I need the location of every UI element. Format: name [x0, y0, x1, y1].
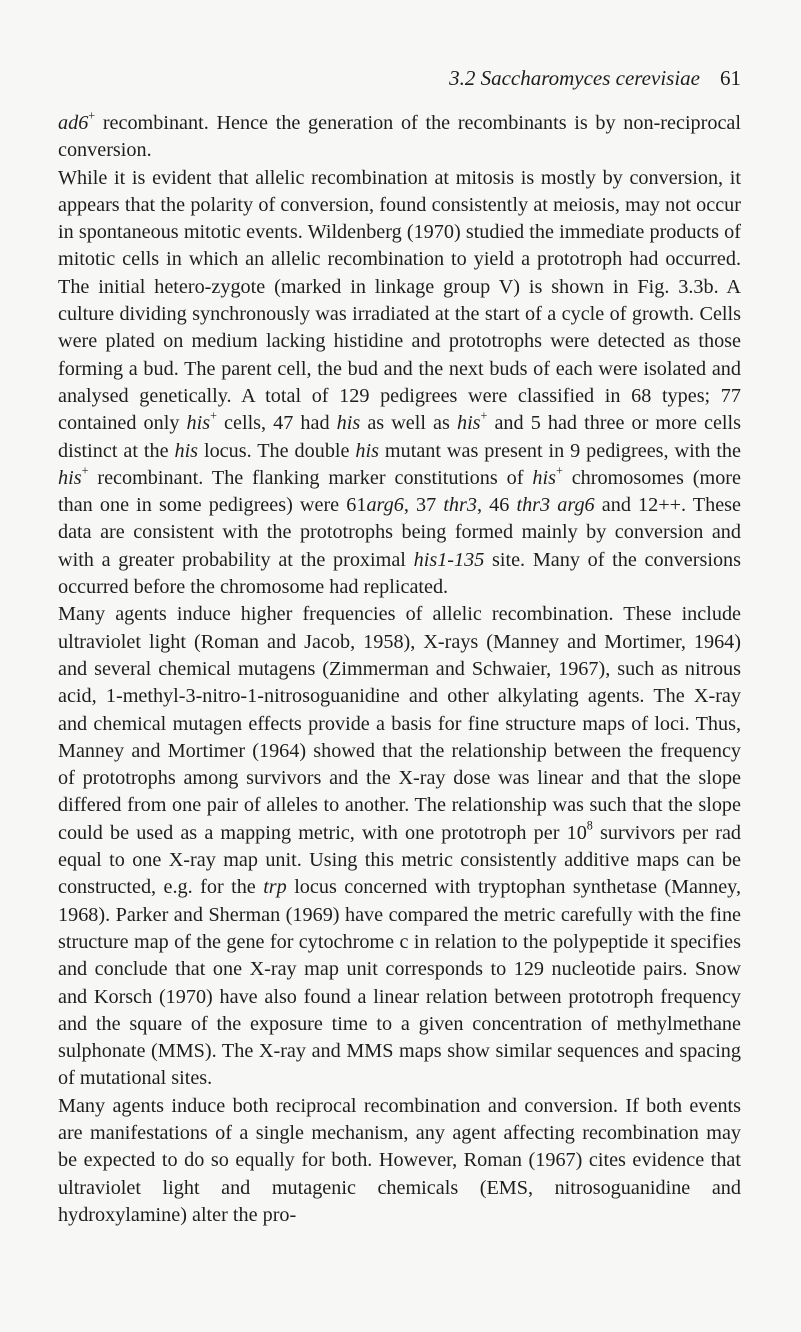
text-run: Many agents induce both reciprocal recombination and conversion. If both events are manifestations of a single mechanism, any agent affecting recombination may be expected to do so equally for both. However, Roman (1967) cites evidence that ultraviolet light and mutagenic chemicals (EMS, nitrosoguanidine and hydroxylamine) alter the pro-	[58, 1094, 741, 1226]
italic-term: thr3	[443, 494, 477, 517]
text-run: survivors per rad equal to one X-ray map unit. Using this metric consistently additive maps can be constructed, e.g. for the	[58, 821, 741, 899]
superscript: +	[81, 463, 89, 478]
italic-term: his	[336, 412, 361, 435]
text-run: chromosomes (more than one in some pedigrees) were 61	[58, 466, 741, 517]
text-run: and 5 had three or more cells distinct at the	[58, 412, 741, 462]
text-run: locus. The double	[198, 439, 356, 462]
text-run: and 12++. These data are consistent with the prototrophs being formed mainly by conversion and with a greater probability at the proximal	[58, 494, 742, 571]
text-run: locus concerned with tryptophan synthetase (Manney, 1968). Parker and Sherman (1969) have compared the metric carefully with the fine structure map of the gene for cytochrome c in relation to the polypeptide it specifies and conclude that one X-ray map unit corresponds to 129 nucleotide pairs. Snow and Korsch (1970) have also found a linear relation between prototroph frequency and the square of the exposure time to a given concentration of methylmethane sulphonate (MMS). The X-ray and MMS maps show similar sequences and spacing of mutational sites.	[58, 876, 741, 1090]
section-title: 3.2 Saccharomyces cerevisiae	[449, 66, 700, 90]
text-run: cells, 47 had	[216, 412, 337, 435]
italic-term: ad6	[58, 112, 89, 134]
text-run: , 46	[476, 494, 517, 517]
body-text	[58, 110, 741, 1229]
running-head	[449, 68, 741, 89]
superscript: +	[88, 108, 96, 123]
text-run: as well as	[360, 412, 457, 435]
italic-term: thr3 arg6	[516, 494, 595, 517]
text-run: Many agents induce higher frequencies of allelic recombination. These include ultraviolet light (Roman and Jacob, 1958), X-rays (Manney and Mortimer, 1964) and several chemical mutagens (Zimmerman and Schwaier, 1967), such as nitrous acid, 1-methyl-3-nitro-1-nitrosoguanidine and other alkylating agents. The X-ray and chemical mutagen effects provide a basis for fine structure maps of loci. Thus, Manney and Mortimer (1964) showed that the relationship between the frequency of prototrophs among survivors and the X-ray dose was linear and that the slope differed from one pair of alleles to another. The relationship was such that the slope could be used as a mapping metric, with one prototroph per 10	[58, 603, 741, 844]
italic-term: his	[355, 439, 379, 462]
superscript: +	[555, 463, 563, 478]
italic-term: his	[456, 412, 481, 435]
paragraph	[58, 1093, 741, 1229]
superscript: +	[480, 408, 488, 423]
text-run: While it is evident that allelic recombination at mitosis is mostly by conversion, it appears that the polarity of conversion, found consistently at meiosis, may not occur in spontaneous mitotic events. Wildenberg (1970) studied the immediate products of mitotic cells in which an allelic recombination to yield a prototroph had occurred. The initial hetero-zygote (marked in linkage group V) is shown in Fig. 3.3b. A culture dividing synchronously was irradiated at the start of a cycle of growth. Cells were plated on medium lacking histidine and prototrophs were detected as those forming a bud. The parent cell, the bud and the next buds of each were isolated and analysed genetically. A total of 129 pedigrees were classified in 68 types; 77 contained only	[58, 166, 741, 435]
paragraph	[58, 110, 741, 165]
paragraph	[58, 165, 741, 602]
italic-term: trp	[263, 876, 287, 899]
italic-term: arg6	[366, 494, 404, 517]
superscript: +	[210, 408, 217, 423]
text-run: recombinant. Hence the generation of the recombinants is by non-reciprocal conversion.	[58, 112, 741, 162]
italic-term: his	[186, 412, 211, 435]
text-run: recombinant. The flanking marker constitutions of	[88, 466, 533, 489]
text-run: site. Many of the conversions occurred before the chromosome had replicated.	[58, 548, 741, 599]
paragraph	[58, 601, 741, 1092]
italic-term: his	[174, 439, 199, 462]
text-run: mutant was present in 9 pedigrees, with the	[378, 439, 741, 462]
text-run: , 37	[403, 494, 444, 517]
italic-term: his	[532, 466, 556, 489]
superscript: 8	[586, 818, 593, 833]
italic-term: his	[58, 466, 82, 489]
page-number: 61	[720, 66, 741, 90]
italic-term: his1-135	[413, 548, 485, 571]
